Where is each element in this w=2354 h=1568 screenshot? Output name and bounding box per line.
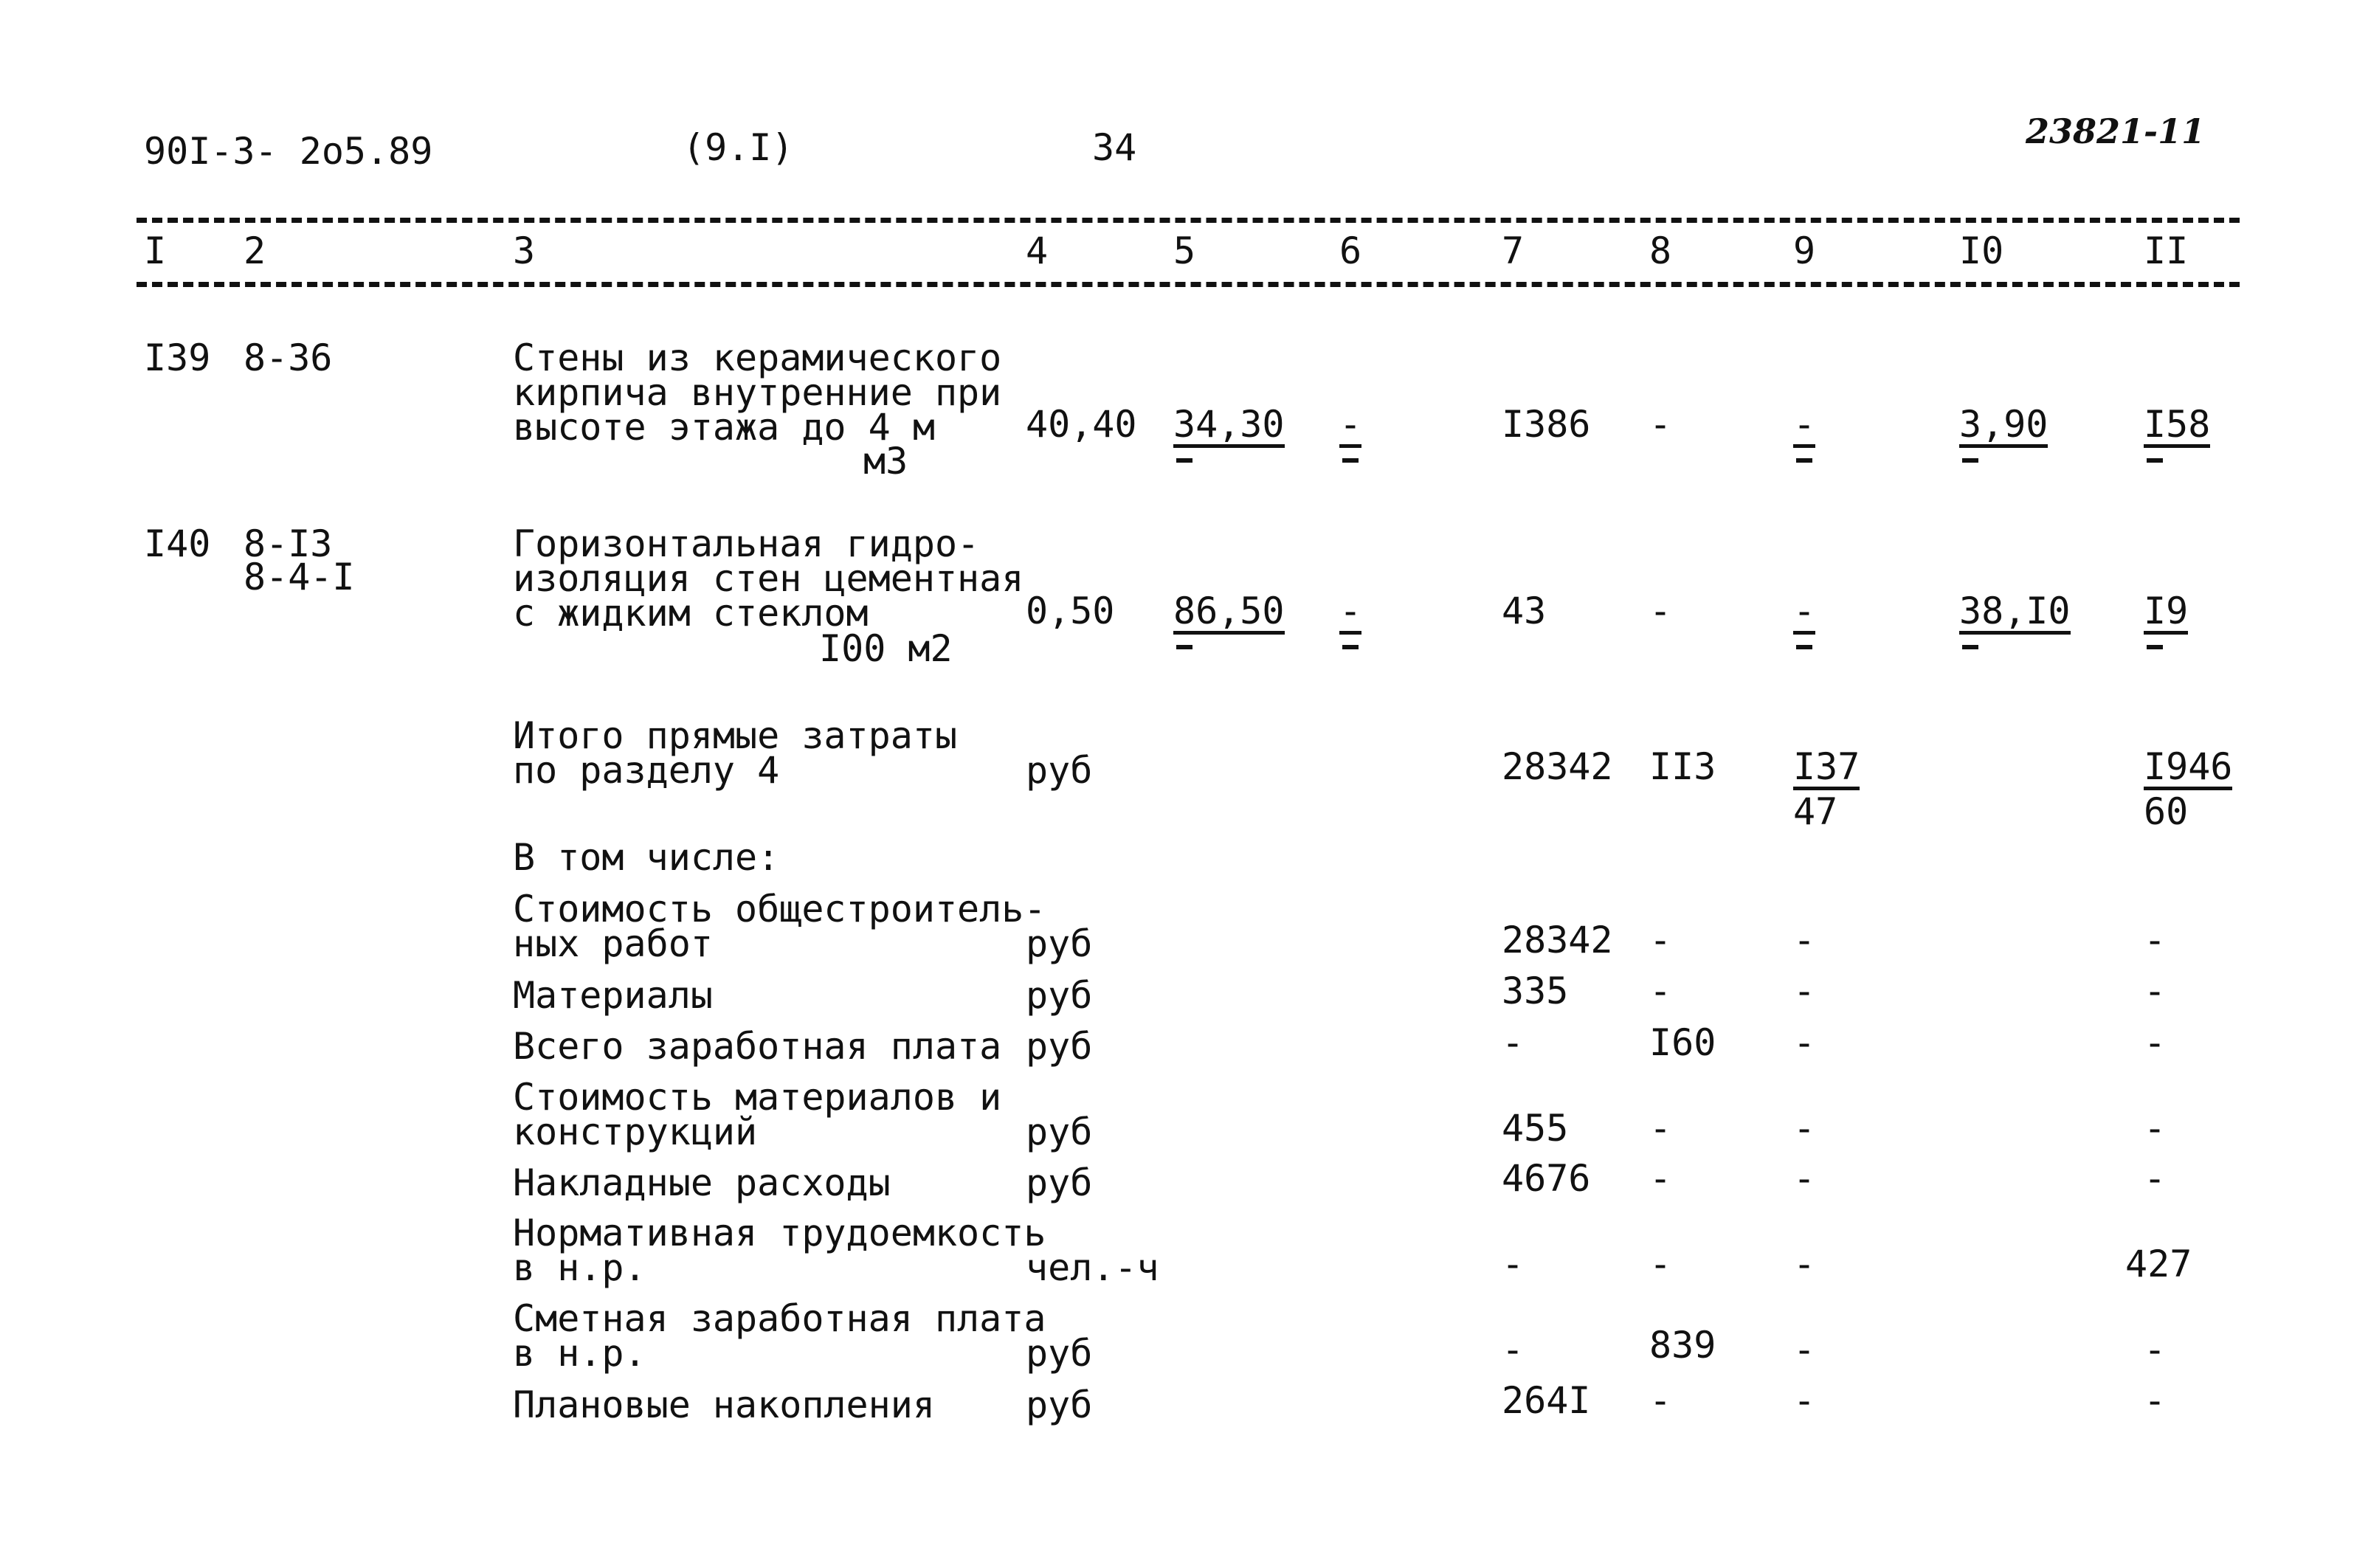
breakdown-unit: руб xyxy=(1026,1161,1093,1204)
breakdown-description: конструкций xyxy=(513,1111,758,1153)
breakdown-unit: чел.-ч xyxy=(1026,1246,1159,1289)
column-6-value: - xyxy=(1339,406,1361,448)
column-header-8: 8 xyxy=(1649,229,1672,272)
breakdown-column-8: - xyxy=(1649,970,1672,1012)
breakdown-column-8: - xyxy=(1649,1157,1672,1200)
total-description: по разделу 4 xyxy=(513,749,780,792)
breakdown-column-11: - xyxy=(2144,1379,2167,1422)
column-9-fraction xyxy=(1793,403,1816,463)
breakdown-column-11: 427 xyxy=(2125,1243,2192,1285)
item-description: кирпича внутренние при xyxy=(513,371,1002,414)
breakdown-description: Всего заработная плата xyxy=(513,1025,1002,1068)
total-cost: I386 xyxy=(1502,403,1591,446)
breakdown-column-9: - xyxy=(1793,1379,1816,1422)
item-unit: I00 м2 xyxy=(819,627,953,670)
breakdown-column-9: - xyxy=(1793,1107,1816,1150)
breakdown-description: Нормативная трудоемкость xyxy=(513,1212,1046,1254)
breakdown-description: в н.р. xyxy=(513,1332,646,1375)
breakdown-column-9: - xyxy=(1793,970,1816,1012)
breakdown-column-11: - xyxy=(2144,970,2167,1012)
breakdown-unit: руб xyxy=(1026,974,1093,1017)
column-6-fraction xyxy=(1339,403,1362,463)
total-column-9-denominator: 47 xyxy=(1793,790,1838,833)
total-column-11-denominator: 60 xyxy=(2144,790,2189,833)
column-header-10: I0 xyxy=(1959,229,2004,272)
breakdown-column-11: - xyxy=(2144,919,2167,961)
column-8-value: - xyxy=(1649,403,1672,446)
breakdown-description: Материалы xyxy=(513,974,713,1017)
breakdown-description: Накладные расходы xyxy=(513,1161,891,1204)
column-6-denominator xyxy=(1342,458,1359,463)
breakdown-unit: руб xyxy=(1026,1332,1093,1375)
column-10-value: 3,90 xyxy=(1959,406,2048,448)
column-11-denominator xyxy=(2147,645,2163,649)
total-cost: 43 xyxy=(1502,590,1547,632)
total-column-8: II3 xyxy=(1649,745,1716,788)
breakdown-column-9: - xyxy=(1793,1328,1816,1371)
column-9-value: - xyxy=(1793,593,1815,635)
column-9-denominator xyxy=(1796,645,1812,649)
column-header-7: 7 xyxy=(1502,229,1525,272)
breakdown-column-7: - xyxy=(1502,1328,1525,1371)
unit-price: 86,50 xyxy=(1173,593,1285,635)
header-bottom-rule xyxy=(137,282,2240,287)
total-column-11-numerator: I946 xyxy=(2144,748,2232,790)
breakdown-column-8: 839 xyxy=(1649,1324,1716,1367)
breakdown-column-9: - xyxy=(1793,1021,1816,1064)
column-header-11: II xyxy=(2144,229,2189,272)
column-header-4: 4 xyxy=(1026,229,1049,272)
handwritten-reference: 23821-11 xyxy=(2026,111,2206,151)
column-10-denominator xyxy=(1962,458,1978,463)
norm-code: 8-I3 xyxy=(244,522,333,565)
column-header-6: 6 xyxy=(1339,229,1362,272)
total-cost: 28342 xyxy=(1502,745,1613,788)
unit-price-fraction xyxy=(1173,590,1285,649)
breakdown-description: Стоимость общестроитель- xyxy=(513,888,1046,930)
column-11-fraction xyxy=(2144,403,2211,463)
total-unit: руб xyxy=(1026,749,1093,792)
page-number: 34 xyxy=(1092,126,1137,169)
column-6-value: - xyxy=(1339,593,1361,635)
breakdown-column-7: 264I xyxy=(1502,1379,1591,1422)
unit-price-denominator xyxy=(1176,645,1192,649)
breakdown-description: в н.р. xyxy=(513,1246,646,1289)
breakdown-description: ных работ xyxy=(513,922,713,965)
item-description: с жидким стеклом xyxy=(513,592,869,635)
breakdown-unit: руб xyxy=(1026,1111,1093,1153)
item-description: высоте этажа до 4 м xyxy=(513,406,935,449)
breakdown-column-8: - xyxy=(1649,919,1672,961)
column-10-value: 38,I0 xyxy=(1959,593,2071,635)
column-9-denominator xyxy=(1796,458,1812,463)
column-header-3: 3 xyxy=(513,229,536,272)
breakdown-column-7: 28342 xyxy=(1502,919,1613,961)
column-11-value: I9 xyxy=(2144,593,2188,635)
item-number: I39 xyxy=(144,336,211,379)
breakdown-description: Плановые накопления xyxy=(513,1384,935,1426)
total-column-9-fraction xyxy=(1793,745,1860,833)
item-unit: м3 xyxy=(863,440,908,483)
column-11-denominator xyxy=(2147,458,2163,463)
item-number: I40 xyxy=(144,522,211,565)
breakdown-column-9: - xyxy=(1793,1243,1816,1285)
total-column-11-fraction xyxy=(2144,745,2233,833)
breakdown-column-11: - xyxy=(2144,1021,2167,1064)
column-9-fraction xyxy=(1793,590,1816,649)
item-description: Горизонтальная гидро- xyxy=(513,522,980,565)
breakdown-column-8: - xyxy=(1649,1243,1672,1285)
column-11-value: I58 xyxy=(2144,406,2210,448)
breakdown-column-8: - xyxy=(1649,1379,1672,1422)
norm-code: 8-4-I xyxy=(244,556,355,598)
column-10-fraction xyxy=(1959,590,2071,649)
quantity: 40,40 xyxy=(1026,403,1137,446)
column-header-1: I xyxy=(144,229,167,272)
breakdown-column-9: - xyxy=(1793,919,1816,961)
breakdown-column-11: - xyxy=(2144,1107,2167,1150)
total-column-9-numerator: I37 xyxy=(1793,748,1860,790)
breakdown-column-7: 335 xyxy=(1502,970,1569,1012)
breakdown-description: Сметная заработная плата xyxy=(513,1297,1046,1340)
breakdown-column-8: I60 xyxy=(1649,1021,1716,1064)
quantity: 0,50 xyxy=(1026,590,1115,632)
column-9-value: - xyxy=(1793,406,1815,448)
breakdown-description: Стоимость материалов и xyxy=(513,1076,1002,1119)
breakdown-column-7: 4676 xyxy=(1502,1157,1591,1200)
document-code: 90I-3- 2о5.89 xyxy=(144,130,433,173)
item-description: Стены из керамического xyxy=(513,336,1002,379)
breakdown-unit: руб xyxy=(1026,1025,1093,1068)
column-10-denominator xyxy=(1962,645,1978,649)
column-8-value: - xyxy=(1649,590,1672,632)
unit-price: 34,30 xyxy=(1173,406,1285,448)
breakdown-column-7: 455 xyxy=(1502,1107,1569,1150)
column-6-denominator xyxy=(1342,645,1359,649)
including-label: В том числе: xyxy=(513,836,780,879)
column-header-9: 9 xyxy=(1793,229,1816,272)
column-10-fraction xyxy=(1959,403,2048,463)
breakdown-column-7: - xyxy=(1502,1243,1525,1285)
unit-price-denominator xyxy=(1176,458,1192,463)
column-header-5: 5 xyxy=(1173,229,1196,272)
section-number: (9.I) xyxy=(683,126,794,169)
breakdown-unit: руб xyxy=(1026,922,1093,965)
column-header-2: 2 xyxy=(244,229,266,272)
breakdown-column-8: - xyxy=(1649,1107,1672,1150)
breakdown-unit: руб xyxy=(1026,1384,1093,1426)
breakdown-column-11: - xyxy=(2144,1328,2167,1371)
item-description: изоляция стен цементная xyxy=(513,557,1024,600)
norm-code: 8-36 xyxy=(244,336,333,379)
total-description: Итого прямые затраты xyxy=(513,714,958,757)
unit-price-fraction xyxy=(1173,403,1285,463)
column-6-fraction xyxy=(1339,590,1362,649)
breakdown-column-11: - xyxy=(2144,1157,2167,1200)
column-11-fraction xyxy=(2144,590,2189,649)
breakdown-column-7: - xyxy=(1502,1021,1525,1064)
header-top-rule xyxy=(137,218,2240,223)
breakdown-column-9: - xyxy=(1793,1157,1816,1200)
